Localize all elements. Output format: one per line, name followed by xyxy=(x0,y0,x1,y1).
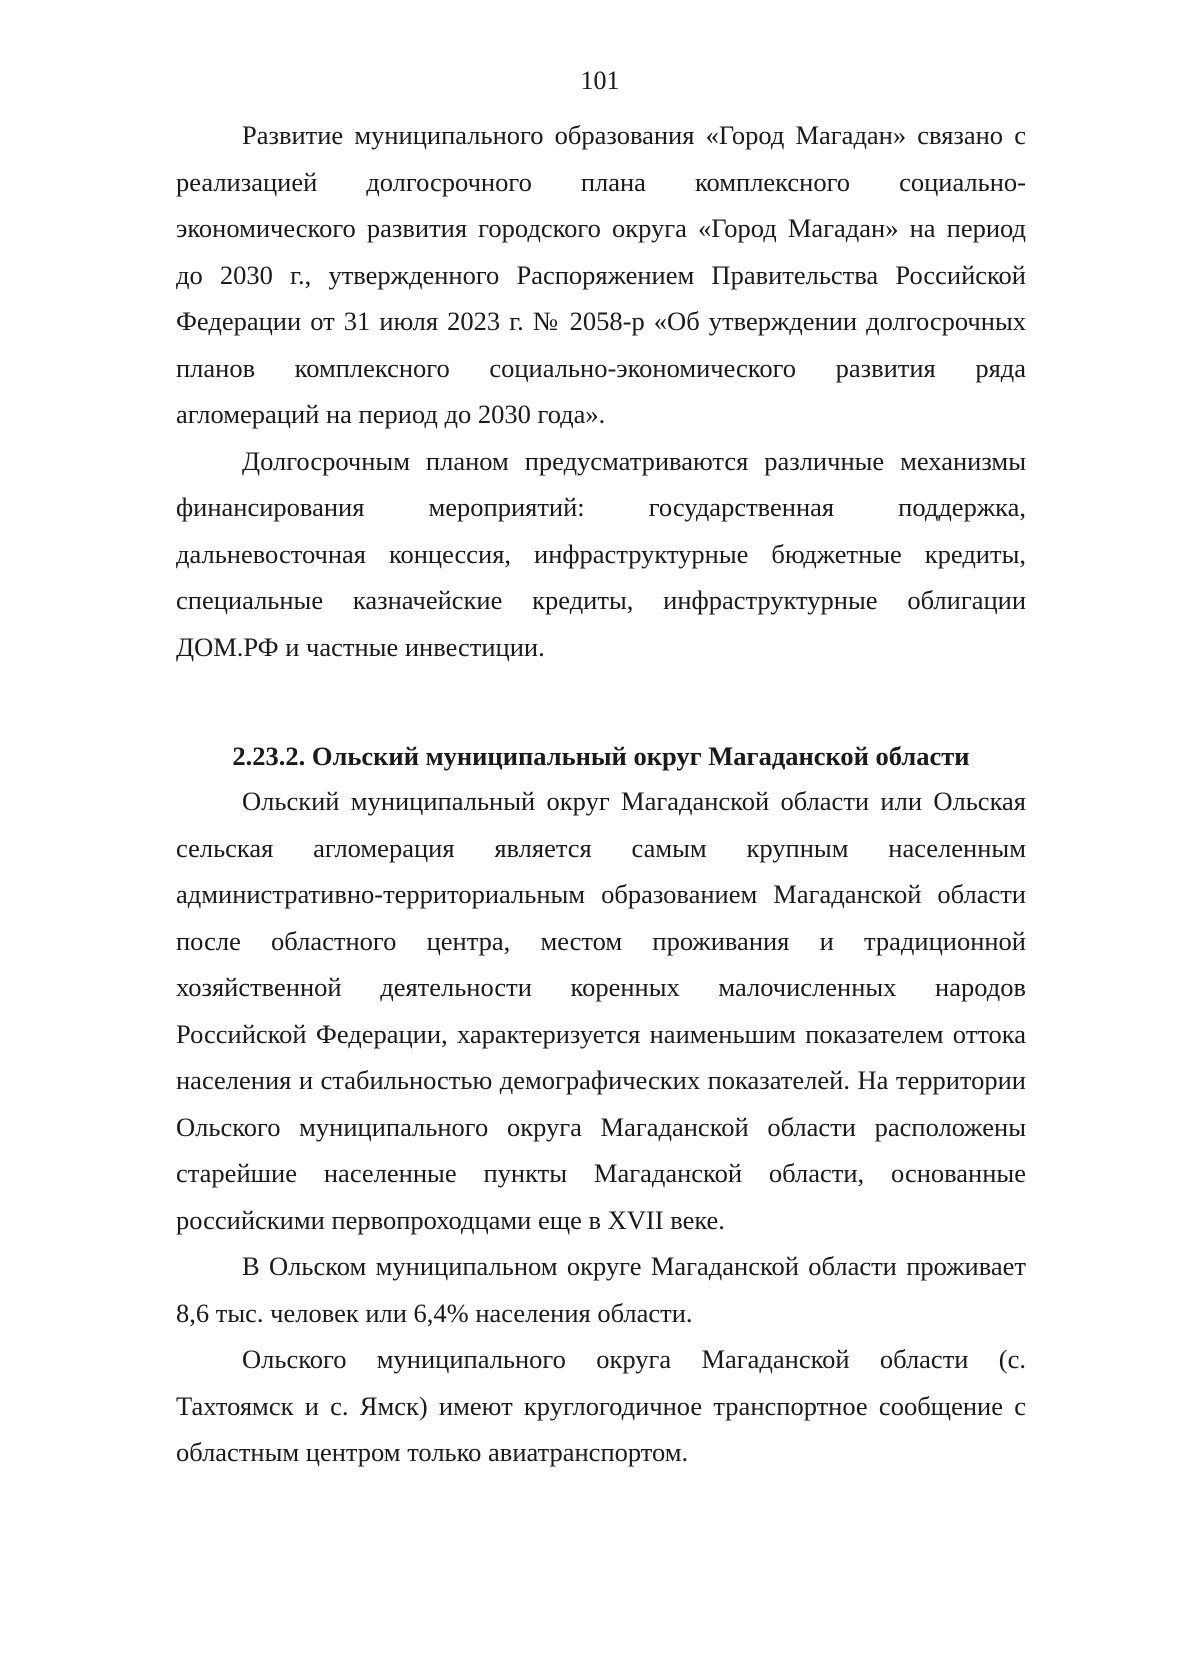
paragraph-olsky-transport: Ольского муниципального округа Магаданской области (с. Тахтоямск и с. Ямск) имеют круглогодичное транспортное сообщение с областным центром только авиатранспортом. xyxy=(176,1344,1026,1467)
section-heading: 2.23.2. Ольский муниципальный округ Магаданской области xyxy=(232,741,970,771)
paragraph-financing-mechanisms: Долгосрочным планом предусматриваются различные механизмы финансирования мероприятий: государственная поддержка, дальневосточная концессия, инфраструктурные бюджетные кредиты, специальные казначейские кредиты, инфраструктурные облигации ДОМ.РФ и частные инвестиции. xyxy=(176,445,1026,662)
page-number: 101 xyxy=(580,66,620,95)
paragraph-magadan-development: Развитие муниципального образования «Город Магадан» связано с реализацией долгосрочного плана комплексного социально-экономического развития городского округа «Город Магадан» на период до 2030 г., утвержденного Распоряжением Правительства Российской Федерации от 31 июля 2023 г. № 2058-р «Об утверждении долгосрочных планов комплексного социально-экономического развития ряда агломераций на период до 2030 года». xyxy=(176,120,1026,429)
document-body xyxy=(176,112,1026,1476)
paragraph-olsky-population: В Ольском муниципальном округе Магаданской области проживает 8,6 тыс. человек или 6,4% населения области. xyxy=(176,1251,1026,1328)
paragraph-olsky-overview: Ольский муниципальный округ Магаданской области или Ольская сельская агломерация является самым крупным населенным административно-территориальным образованием Магаданской области после областного центра, местом проживания и традиционной хозяйственной деятельности коренных малочисленных народов Российской Федерации, характеризуется наименьшим показателем оттока населения и стабильностью демографических показателей. На территории Ольского муниципального округа Магаданской области расположены старейшие населенные пункты Магаданской области, основанные российскими первопроходцами еще в XVII веке. xyxy=(176,786,1026,1235)
